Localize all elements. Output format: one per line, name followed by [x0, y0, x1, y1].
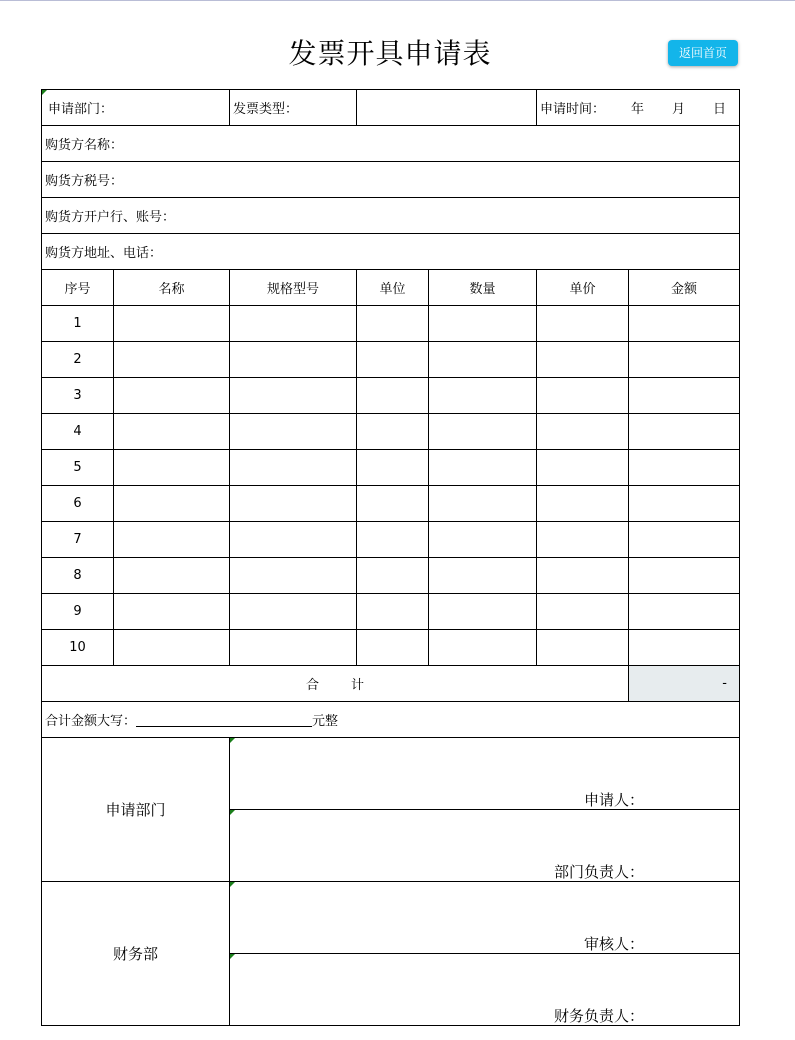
- item-unit-cell[interactable]: [357, 306, 429, 342]
- item-row: [42, 450, 740, 486]
- col-header-quantity: 数量: [429, 270, 537, 306]
- item-unit-price-cell[interactable]: [537, 414, 629, 450]
- invoice-type-field[interactable]: [230, 98, 298, 117]
- return-home-button[interactable]: 返回首页: [668, 40, 738, 66]
- item-spec-cell[interactable]: [230, 594, 357, 630]
- amount-words-suffix: 元整: [312, 714, 339, 729]
- row-index: 1: [42, 306, 114, 342]
- col-header-index: 序号: [42, 270, 114, 306]
- item-name-cell[interactable]: [114, 378, 230, 414]
- item-name-cell[interactable]: [114, 414, 230, 450]
- item-name-cell[interactable]: [114, 486, 230, 522]
- row-index: 6: [42, 486, 114, 522]
- item-row: [42, 414, 740, 450]
- item-row: [42, 486, 740, 522]
- item-quantity-cell[interactable]: [429, 414, 537, 450]
- item-spec-cell[interactable]: [230, 630, 357, 666]
- item-unit-cell[interactable]: [357, 522, 429, 558]
- item-amount-cell[interactable]: [629, 594, 740, 630]
- column-header-row: [42, 270, 740, 306]
- item-amount-cell[interactable]: [629, 414, 740, 450]
- item-quantity-cell[interactable]: [429, 630, 537, 666]
- item-amount-cell[interactable]: [629, 306, 740, 342]
- time-label: 申请时间：: [540, 102, 606, 117]
- row-index: 7: [42, 522, 114, 558]
- item-name-cell[interactable]: [114, 306, 230, 342]
- reviewer-sign-field[interactable]: 审核人：: [230, 882, 740, 954]
- item-row: [42, 378, 740, 414]
- total-label: [42, 666, 629, 702]
- item-spec-cell[interactable]: [230, 558, 357, 594]
- item-unit-cell[interactable]: [357, 486, 429, 522]
- amount-words-label: 合计金额大写：: [45, 714, 137, 729]
- window-top-border: [0, 0, 795, 1]
- item-spec-cell[interactable]: [230, 306, 357, 342]
- item-quantity-cell[interactable]: [429, 342, 537, 378]
- item-name-cell[interactable]: [114, 630, 230, 666]
- col-header-name: 名称: [114, 270, 230, 306]
- item-row: [42, 594, 740, 630]
- item-row: [42, 522, 740, 558]
- date-field[interactable]: [537, 90, 740, 126]
- item-spec-cell[interactable]: [230, 414, 357, 450]
- item-unit-cell[interactable]: [357, 378, 429, 414]
- item-row: [42, 342, 740, 378]
- col-header-unit: 单位: [357, 270, 429, 306]
- dept-label: 申请部门：: [48, 102, 114, 117]
- item-quantity-cell[interactable]: [429, 558, 537, 594]
- row-index: 8: [42, 558, 114, 594]
- item-quantity-cell[interactable]: [429, 306, 537, 342]
- item-row: [42, 306, 740, 342]
- buyer-name-field[interactable]: 购货方名称：: [42, 126, 740, 162]
- row-index: 9: [42, 594, 114, 630]
- item-unit-cell[interactable]: [357, 414, 429, 450]
- item-spec-cell[interactable]: [230, 450, 357, 486]
- item-quantity-cell[interactable]: [429, 594, 537, 630]
- item-amount-cell[interactable]: [629, 522, 740, 558]
- item-row: [42, 558, 740, 594]
- item-unit-price-cell[interactable]: [537, 630, 629, 666]
- col-header-amount: 金额: [629, 270, 740, 306]
- applicant-dept-section: 申请部门: [42, 738, 230, 882]
- item-spec-cell[interactable]: [230, 378, 357, 414]
- row-index: 2: [42, 342, 114, 378]
- item-unit-price-cell[interactable]: [537, 594, 629, 630]
- item-amount-cell[interactable]: [629, 450, 740, 486]
- item-unit-cell[interactable]: [357, 630, 429, 666]
- amount-in-words-field[interactable]: [42, 702, 740, 738]
- item-amount-cell[interactable]: [629, 342, 740, 378]
- header-row: [42, 90, 357, 126]
- item-unit-price-cell[interactable]: [537, 450, 629, 486]
- item-quantity-cell[interactable]: [429, 450, 537, 486]
- item-name-cell[interactable]: [114, 522, 230, 558]
- dept-field[interactable]: [45, 90, 230, 125]
- item-name-cell[interactable]: [114, 342, 230, 378]
- item-unit-cell[interactable]: [357, 342, 429, 378]
- row-index: 5: [42, 450, 114, 486]
- col-header-unit-price: 单价: [537, 270, 629, 306]
- row-index: 10: [42, 630, 114, 666]
- item-unit-cell[interactable]: [357, 558, 429, 594]
- invoice-type-label: 发票类型：: [233, 102, 299, 117]
- year-label: 年: [631, 102, 645, 117]
- invoice-request-form: [41, 89, 740, 1026]
- buyer-tax-field[interactable]: 购货方税号：: [42, 162, 740, 198]
- total-label-ji: 计: [351, 678, 365, 693]
- item-spec-cell[interactable]: [230, 486, 357, 522]
- item-amount-cell[interactable]: [629, 630, 740, 666]
- buyer-address-field[interactable]: 购货方地址、电话：: [42, 234, 740, 270]
- item-quantity-cell[interactable]: [429, 522, 537, 558]
- item-unit-price-cell[interactable]: [537, 378, 629, 414]
- total-label-he: 合: [305, 678, 319, 693]
- item-unit-price-cell[interactable]: [537, 306, 629, 342]
- item-quantity-cell[interactable]: [429, 486, 537, 522]
- row-index: 3: [42, 378, 114, 414]
- buyer-bank-field[interactable]: 购货方开户行、账号：: [42, 198, 740, 234]
- page-title: 发票开具申请表: [288, 37, 492, 70]
- item-unit-cell[interactable]: [357, 450, 429, 486]
- header-spacer: [357, 90, 537, 126]
- item-amount-cell[interactable]: [629, 378, 740, 414]
- day-label: 日: [713, 102, 727, 117]
- dept-head-sign-field[interactable]: 部门负责人：: [230, 810, 740, 882]
- row-index: 4: [42, 414, 114, 450]
- finance-head-sign-field[interactable]: 财务负责人：: [230, 954, 740, 1026]
- item-spec-cell[interactable]: [230, 342, 357, 378]
- item-row: [42, 630, 740, 666]
- amount-words-blank[interactable]: [136, 712, 312, 727]
- applicant-sign-field[interactable]: 申请人：: [230, 738, 740, 810]
- item-rows: [42, 306, 740, 666]
- total-row: [42, 666, 740, 702]
- item-spec-cell[interactable]: [230, 522, 357, 558]
- item-name-cell[interactable]: [114, 450, 230, 486]
- item-amount-cell[interactable]: [629, 558, 740, 594]
- col-header-spec: 规格型号: [230, 270, 357, 306]
- item-unit-price-cell[interactable]: [537, 342, 629, 378]
- item-unit-price-cell[interactable]: [537, 558, 629, 594]
- month-label: 月: [672, 102, 686, 117]
- finance-dept-section: 财务部: [42, 882, 230, 1026]
- item-name-cell[interactable]: [114, 558, 230, 594]
- item-unit-price-cell[interactable]: [537, 522, 629, 558]
- item-unit-cell[interactable]: [357, 594, 429, 630]
- item-name-cell[interactable]: [114, 594, 230, 630]
- item-quantity-cell[interactable]: [429, 378, 537, 414]
- total-amount-value: -: [629, 666, 740, 702]
- item-unit-price-cell[interactable]: [537, 486, 629, 522]
- item-amount-cell[interactable]: [629, 486, 740, 522]
